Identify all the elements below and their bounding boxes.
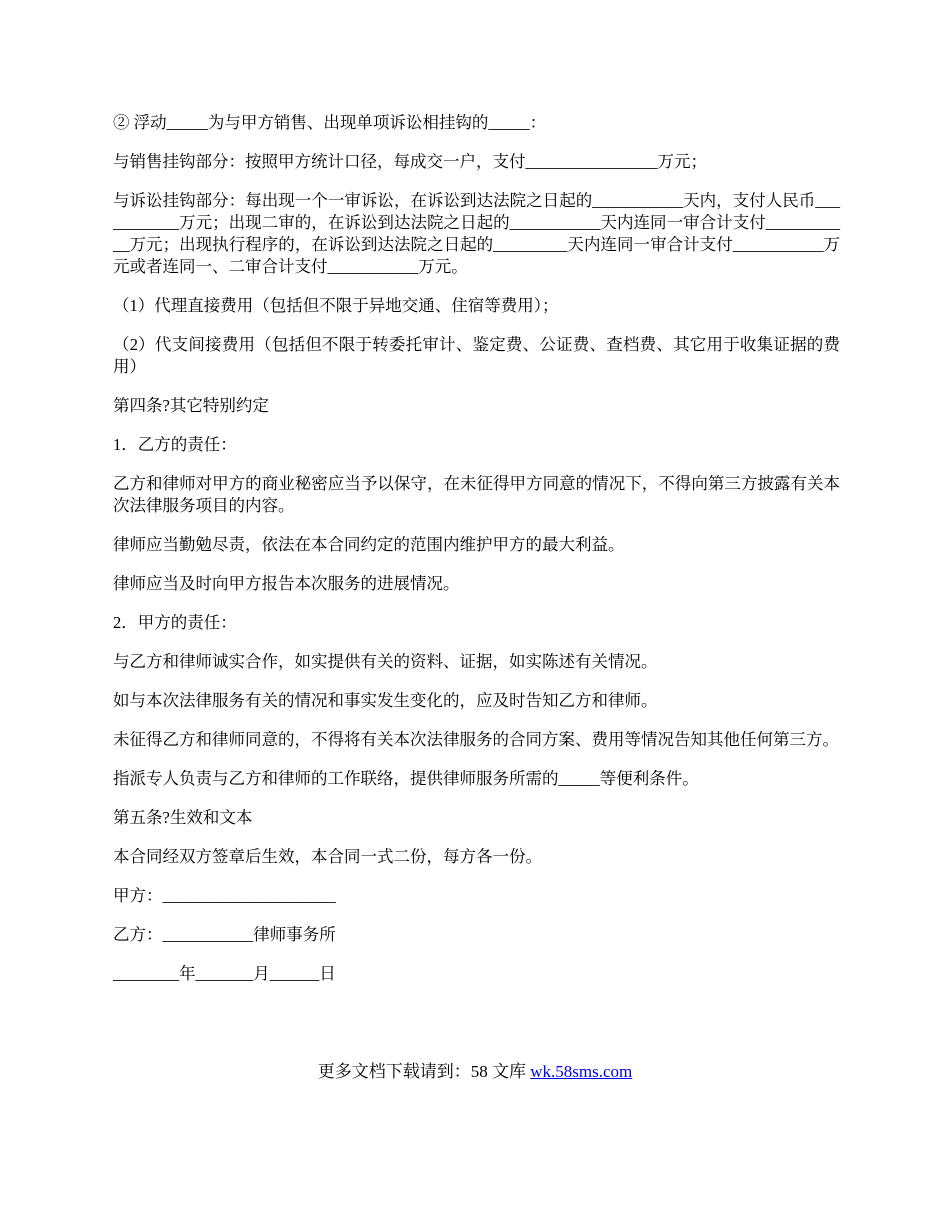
paragraph-notify-changes: 如与本次法律服务有关的情况和事实发生变化的，应及时告知乙方和律师。 xyxy=(113,691,658,710)
signature-date: ________年_______月______日 xyxy=(113,964,336,983)
footer-link[interactable]: wk.58sms.com xyxy=(530,1062,633,1081)
heading-article-four: 第四条?其它特别约定 xyxy=(113,396,269,415)
paragraph-liaison: 指派专人负责与乙方和律师的工作联络，提供律师服务所需的_____等便利条件。 xyxy=(113,769,699,788)
document-body xyxy=(113,112,840,1002)
paragraph-litigation-linked: 与诉讼挂钩部分：每出现一个一审诉讼，在诉讼到达法院之日起的___________天内，支付人民币___________万元；出现二审的，在诉讼到达法院之日起的___________天内连同一审合计支付___________万元；出现执行程序的，在诉讼到达法院之日起的_________天内连同一审合计支付___________万元或者连同一、二审合计支付___________万元。 xyxy=(113,191,840,276)
paragraph-no-disclosure: 未征得乙方和律师同意的，不得将有关本次法律服务的合同方案、费用等情况告知其他任何第三方。 xyxy=(113,730,839,749)
paragraph-floating-fee: ② 浮动_____为与甲方销售、出现单项诉讼相挂钩的_____： xyxy=(113,113,547,132)
signature-party-b: 乙方：___________律师事务所 xyxy=(113,925,336,944)
heading-party-a-duties: 2．甲方的责任： xyxy=(113,613,237,632)
paragraph-progress-report: 律师应当及时向甲方报告本次服务的进展情况。 xyxy=(113,574,460,593)
paragraph-indirect-expenses: （2）代支间接费用（包括但不限于转委托审计、鉴定费、公证费、查档费、其它用于收集证据的费用） xyxy=(113,335,840,376)
heading-party-b-duties: 1．乙方的责任： xyxy=(113,435,237,454)
footer-prefix: 更多文档下载请到：58 文库 xyxy=(317,1062,531,1081)
paragraph-direct-expenses: （1）代理直接费用（包括但不限于异地交通、住宿等费用）； xyxy=(113,296,559,315)
signature-party-a: 甲方：_____________________ xyxy=(113,886,336,905)
paragraph-cooperation: 与乙方和律师诚实合作，如实提供有关的资料、证据，如实陈述有关情况。 xyxy=(113,652,658,671)
download-footer xyxy=(0,1061,950,1083)
heading-article-five: 第五条?生效和文本 xyxy=(113,808,253,827)
paragraph-effectiveness: 本合同经双方签章后生效，本合同一式二份，每方各一份。 xyxy=(113,847,542,866)
paragraph-sales-linked: 与销售挂钩部分：按照甲方统计口径，每成交一户，支付________________万元； xyxy=(113,152,707,171)
paragraph-diligence: 律师应当勤勉尽责，依法在本合同约定的范围内维护甲方的最大利益。 xyxy=(113,535,625,554)
paragraph-confidentiality: 乙方和律师对甲方的商业秘密应当予以保守，在未征得甲方同意的情况下，不得向第三方披露有关本次法律服务项目的内容。 xyxy=(113,474,840,515)
